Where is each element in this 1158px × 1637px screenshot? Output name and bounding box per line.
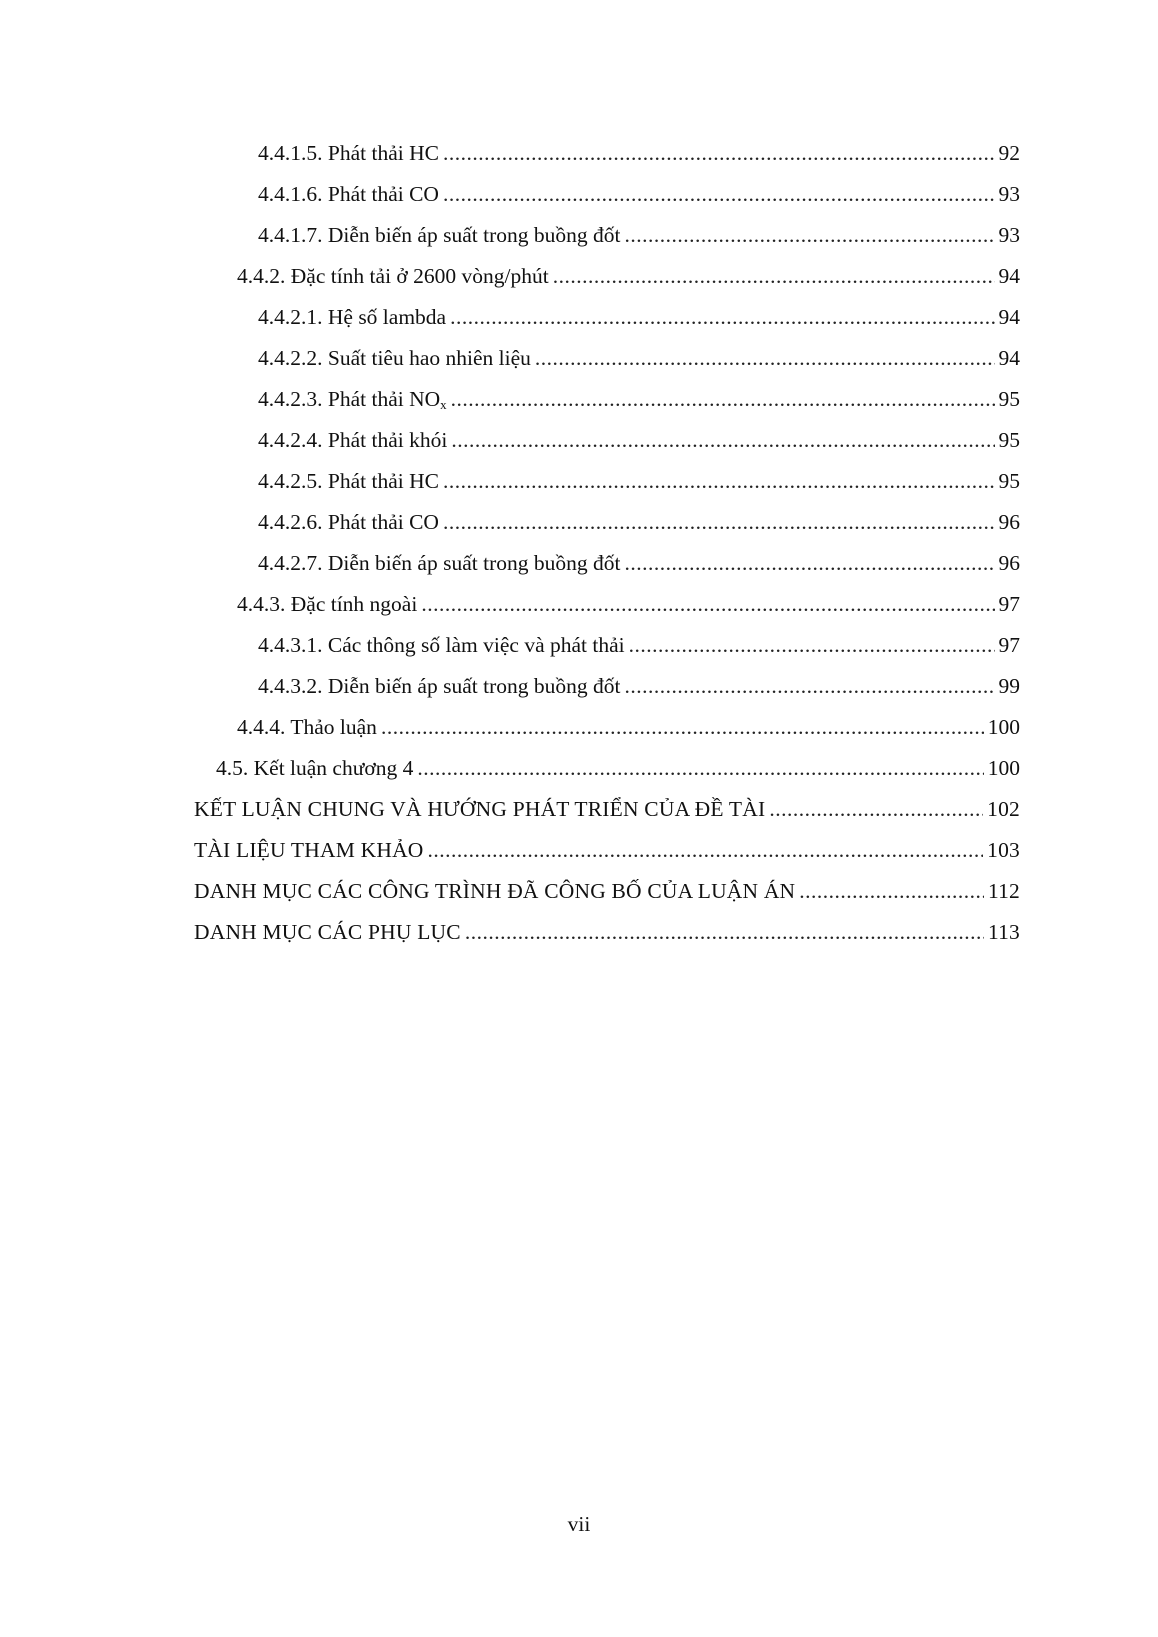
toc-entry-page: 93: [998, 182, 1020, 206]
toc-entry-label: 4.4.2.1. Hệ số lambda: [258, 305, 447, 329]
toc-dot-leader: [443, 174, 995, 215]
toc-entry-4-4-2-5[interactable]: [258, 461, 1020, 502]
toc-dot-leader: [450, 297, 994, 338]
toc-entry-page: 96: [998, 510, 1020, 534]
toc-entry-label-subscript: x: [440, 397, 447, 412]
toc-entry-page: 95: [998, 469, 1020, 493]
toc-entry-label: 4.4.3.2. Diễn biến áp suất trong buồng đốt: [258, 674, 621, 698]
toc-entry-label: 4.4.2.4. Phát thải khói: [258, 428, 448, 452]
toc-entry-4-4-2-7[interactable]: [258, 543, 1020, 584]
toc-entry-label: 4.4.3. Đặc tính ngoài: [237, 592, 418, 616]
toc-dot-leader: [629, 625, 995, 666]
toc-entry-4-4-4[interactable]: [237, 707, 1020, 748]
toc-dot-leader: [799, 871, 984, 912]
toc-entry-4-4-2[interactable]: [237, 256, 1020, 297]
toc-dot-leader: [443, 133, 995, 174]
toc-dot-leader: [451, 420, 994, 461]
toc-dot-leader: [451, 379, 995, 420]
toc-dot-leader: [428, 830, 984, 871]
toc-entry-page: 95: [998, 387, 1020, 411]
toc-entry-page: 92: [998, 141, 1020, 165]
toc-entry-label: 4.4.2.3. Phát thải NO: [258, 387, 441, 411]
toc-entry-page: 103: [987, 838, 1020, 862]
toc-entry-page: 94: [998, 346, 1020, 370]
page-number: vii: [567, 1512, 591, 1536]
toc-entry-page: 100: [987, 756, 1020, 780]
toc-entry-4-4-3-2[interactable]: [258, 666, 1020, 707]
toc-dot-leader: [624, 215, 994, 256]
toc-dot-leader: [417, 748, 983, 789]
toc-entry-page: 99: [998, 674, 1020, 698]
toc-entry-4-4-2-3[interactable]: [258, 379, 1020, 420]
toc-entry-label: 4.4.3.1. Các thông số làm việc và phát thải: [258, 633, 625, 657]
toc-dot-leader: [624, 666, 994, 707]
toc-dot-leader: [465, 912, 984, 953]
toc-entry-label: 4.4.4. Thảo luận: [237, 715, 377, 739]
toc-entry-page: 94: [998, 305, 1020, 329]
toc-entry-4-4-2-6[interactable]: [258, 502, 1020, 543]
toc-entry-4-5[interactable]: [216, 748, 1020, 789]
toc-entry-label-group: [258, 379, 451, 420]
toc-entry-page: 97: [998, 592, 1020, 616]
toc-entry-label: DANH MỤC CÁC CÔNG TRÌNH ĐÃ CÔNG BỐ CỦA LUẬN ÁN: [194, 879, 796, 903]
toc-entry-4-4-1-7[interactable]: [258, 215, 1020, 256]
toc-entry-label: 4.4.2. Đặc tính tải ở 2600 vòng/phút: [237, 264, 549, 288]
toc-dot-leader: [421, 584, 994, 625]
toc-entry-4-4-1-6[interactable]: [258, 174, 1020, 215]
toc-dot-leader: [535, 338, 995, 379]
toc-entry-page: 112: [987, 879, 1020, 903]
toc-entry-4-4-3[interactable]: [237, 584, 1020, 625]
toc-entry-page: 97: [998, 633, 1020, 657]
toc-entry-page: 93: [998, 223, 1020, 247]
toc-entry-conclusion[interactable]: [194, 789, 1020, 830]
toc-entry-4-4-2-4[interactable]: [258, 420, 1020, 461]
toc-entry-label: TÀI LIỆU THAM KHẢO: [194, 838, 424, 862]
toc-entry-label: 4.4.1.5. Phát thải HC: [258, 141, 439, 165]
toc-entry-page: 102: [987, 797, 1020, 821]
toc-dot-leader: [553, 256, 995, 297]
toc-entry-label: 4.4.2.7. Diễn biến áp suất trong buồng đốt: [258, 551, 621, 575]
toc-dot-leader: [443, 502, 995, 543]
toc-dot-leader: [769, 789, 983, 830]
toc-entry-page: 94: [998, 264, 1020, 288]
toc-entry-page: 96: [998, 551, 1020, 575]
toc-entry-page: 95: [998, 428, 1020, 452]
toc-dot-leader: [443, 461, 995, 502]
toc-entry-label: 4.4.1.7. Diễn biến áp suất trong buồng đốt: [258, 223, 621, 247]
toc-entry-4-4-2-1[interactable]: [258, 297, 1020, 338]
toc-entry-label: DANH MỤC CÁC PHỤ LỤC: [194, 920, 461, 944]
toc-entry-page: 113: [987, 920, 1020, 944]
toc-entry-4-4-3-1[interactable]: [258, 625, 1020, 666]
table-of-contents: [0, 133, 1158, 953]
toc-dot-leader: [624, 543, 994, 584]
toc-entry-4-4-2-2[interactable]: [258, 338, 1020, 379]
toc-entry-4-4-1-5[interactable]: [258, 133, 1020, 174]
toc-entry-label: 4.4.2.6. Phát thải CO: [258, 510, 439, 534]
toc-entry-label: KẾT LUẬN CHUNG VÀ HƯỚNG PHÁT TRIỂN CỦA ĐỀ TÀI: [194, 797, 766, 821]
toc-entry-appendices[interactable]: [194, 912, 1020, 953]
toc-dot-leader: [381, 707, 984, 748]
toc-entry-label: 4.4.2.2. Suất tiêu hao nhiên liệu: [258, 346, 531, 370]
toc-entry-label: 4.4.2.5. Phát thải HC: [258, 469, 439, 493]
toc-entry-references[interactable]: [194, 830, 1020, 871]
toc-entry-publications[interactable]: [194, 871, 1020, 912]
toc-entry-label: 4.4.1.6. Phát thải CO: [258, 182, 439, 206]
toc-entry-label: 4.5. Kết luận chương 4: [216, 756, 414, 780]
toc-entry-page: 100: [987, 715, 1020, 739]
